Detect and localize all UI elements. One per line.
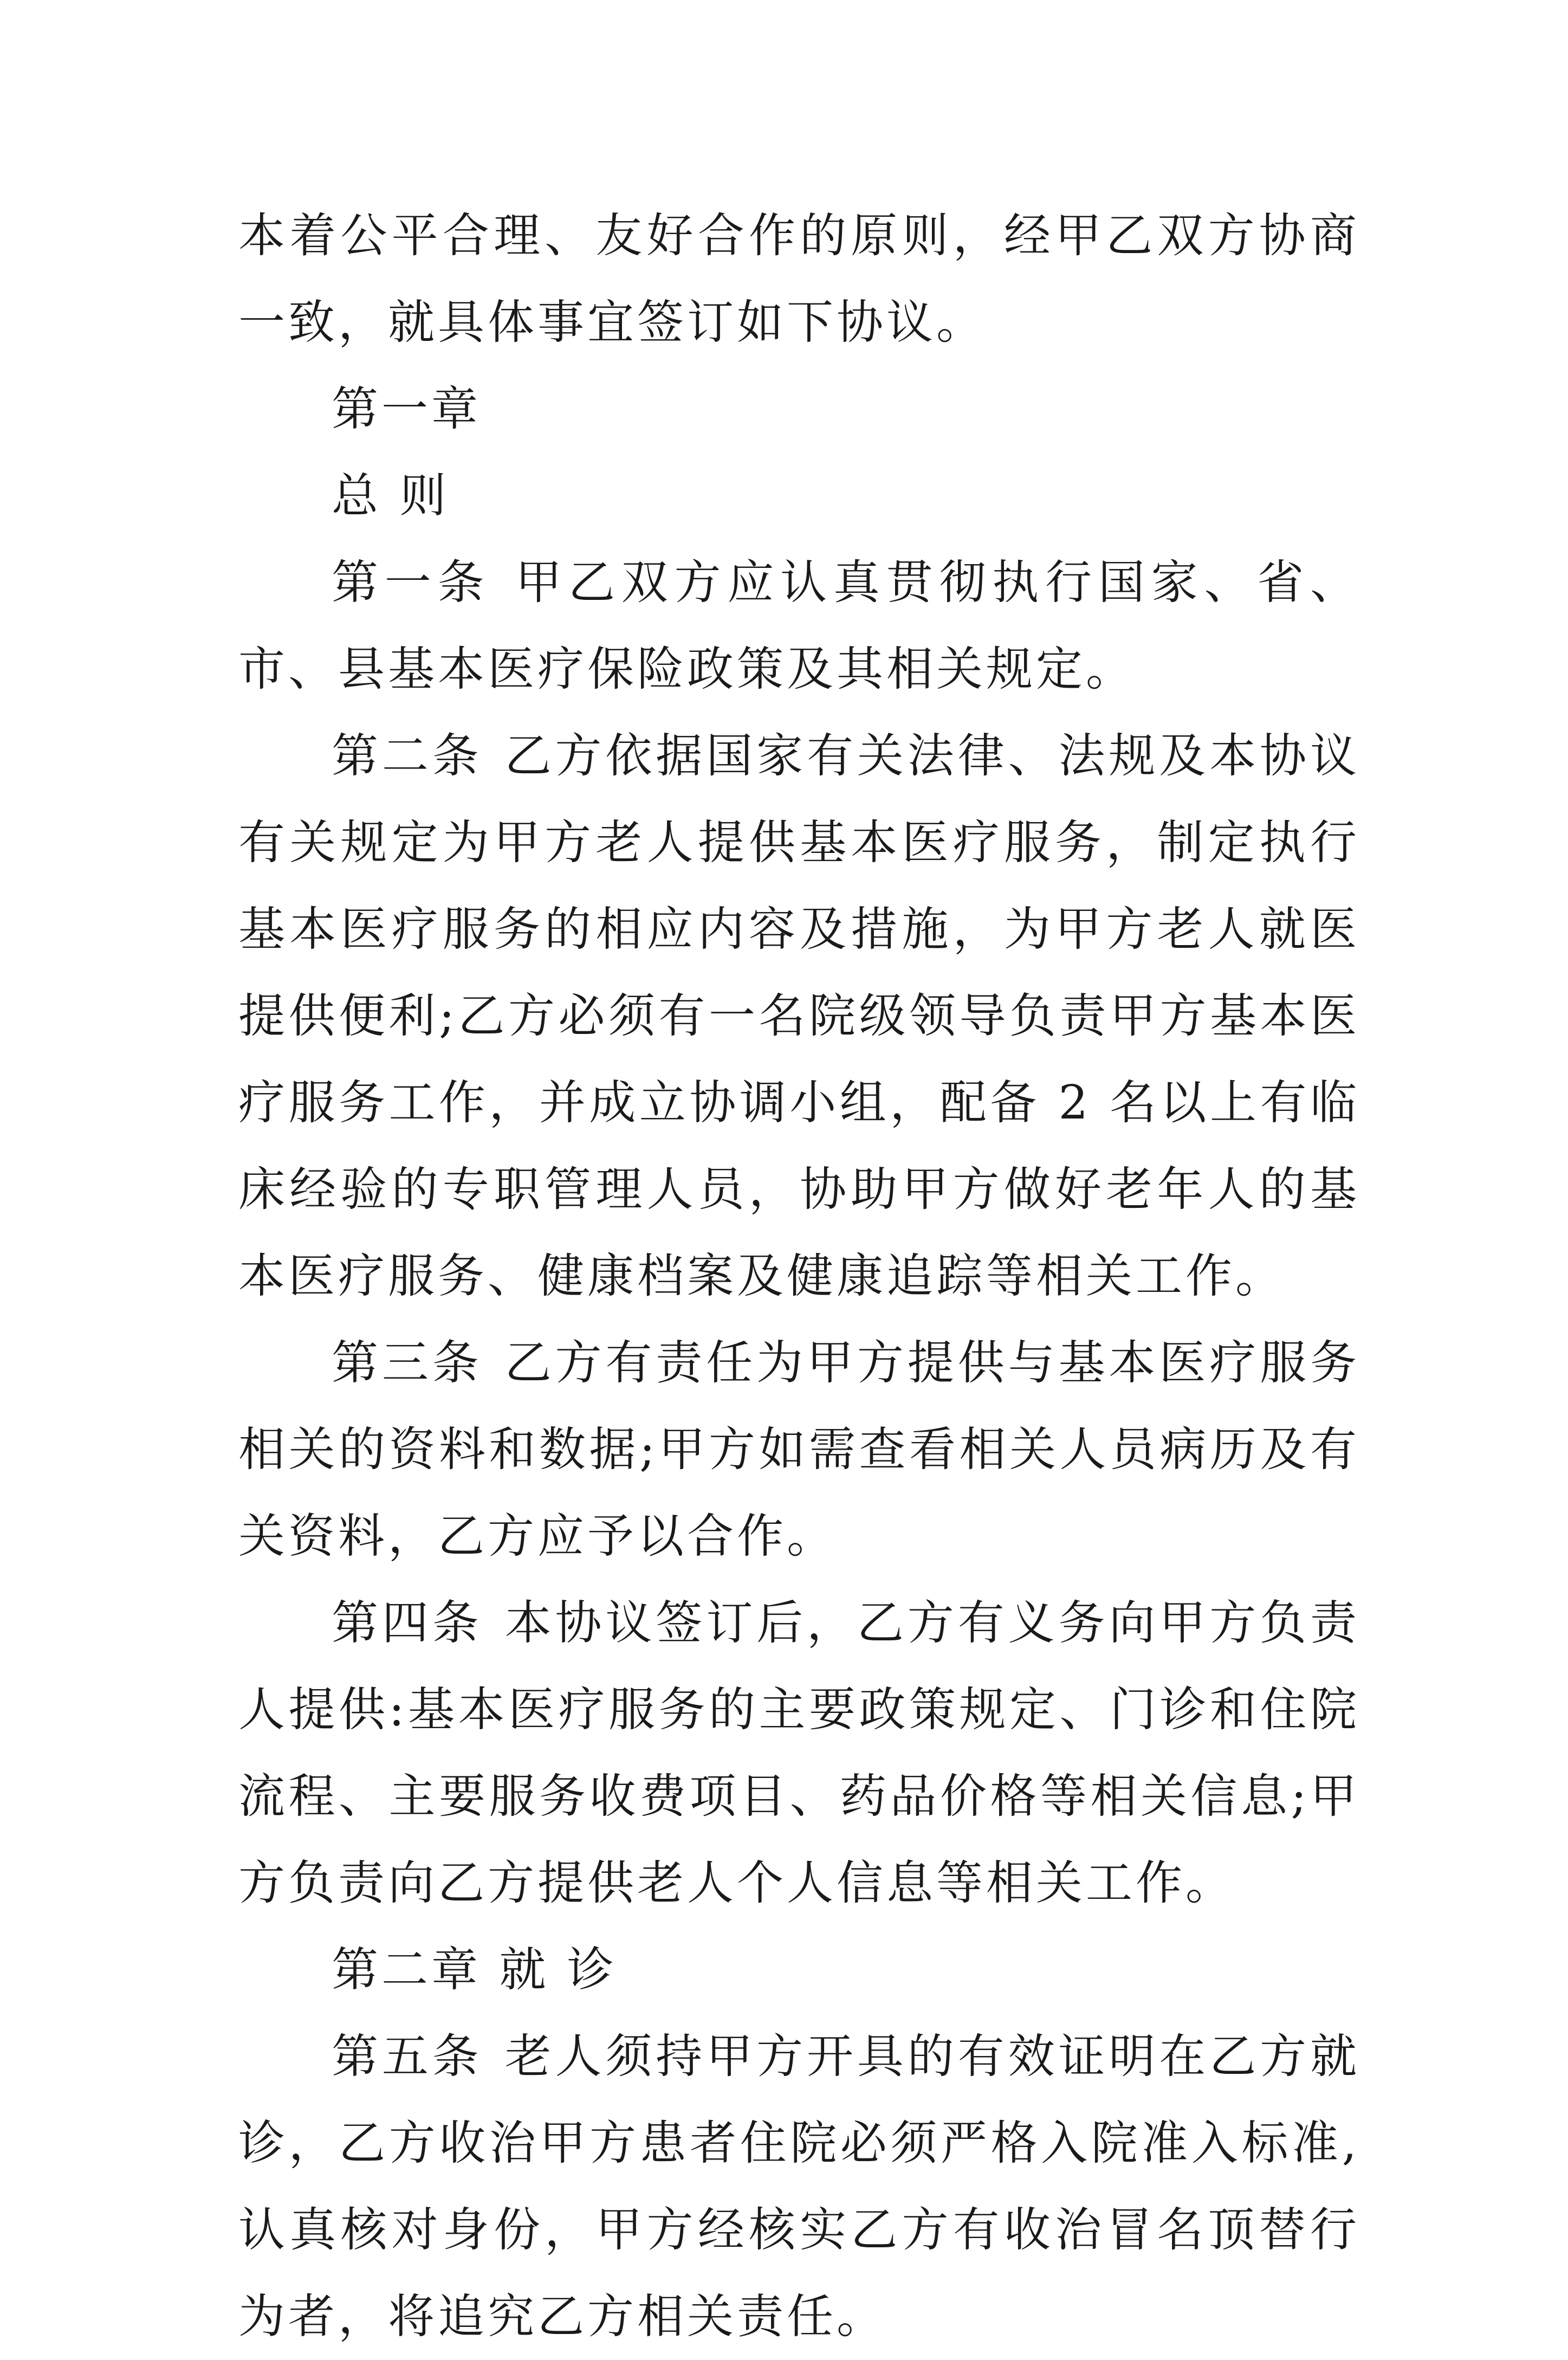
- article-2: [238, 713, 1360, 1320]
- chapter-1-title: 总 则: [332, 469, 450, 523]
- article-5: [238, 2013, 1360, 2360]
- article-5-text: 老人须持甲方开具的有效证明在乙方就诊，乙方收治甲方患者住院必须严格入院准入标准,认真核对身份，甲方经核实乙方有收治冒名顶替行为者，将追究乙方相关责任。: [238, 2029, 1360, 2344]
- article-5-label: 第五条: [332, 2029, 483, 2084]
- intro-paragraph: 本着公平合理、友好合作的原则，经甲乙双方协商一致，就具体事宜签订如下协议。: [238, 209, 1360, 350]
- chapter-2-heading: 第二章 就 诊: [332, 1943, 617, 1997]
- article-2-text: 乙方依据国家有关法律、法规及本协议有关规定为甲方老人提供基本医疗服务，制定执行基本医疗服务的相应内容及措施，为甲方老人就医提供便利;乙方必须有一名院级领导负责甲方基本医疗服务工作，并成立协调小组，配备 2 名以上有临床经验的专职管理人员，协助甲方做好老年人的基本医疗服务、健康档案及健康追踪等相关工作。: [238, 729, 1360, 1303]
- article-4-label: 第四条: [332, 1596, 483, 1650]
- document-body: [238, 192, 1360, 2360]
- article-3: [238, 1320, 1360, 1580]
- article-3-text: 乙方有责任为甲方提供与基本医疗服务相关的资料和数据;甲方如需查看相关人员病历及有关资料，乙方应予以合作。: [238, 1336, 1360, 1563]
- chapter-1-number: 第一章: [332, 382, 481, 436]
- article-2-label: 第二条: [332, 729, 483, 783]
- article-1-text: 甲乙双方应认真贯彻执行国家、省、市、县基本医疗保险政策及其相关规定。: [238, 555, 1360, 696]
- article-1: [238, 539, 1360, 713]
- article-1-label: 第一条: [332, 555, 491, 610]
- article-4-text: 本协议签订后，乙方有义务向甲方负责人提供:基本医疗服务的主要政策规定、门诊和住院流程、主要服务收费项目、药品价格等相关信息;甲方负责向乙方提供老人个人信息等相关工作。: [238, 1596, 1360, 1910]
- article-3-label: 第三条: [332, 1336, 483, 1390]
- article-4: [238, 1580, 1360, 1926]
